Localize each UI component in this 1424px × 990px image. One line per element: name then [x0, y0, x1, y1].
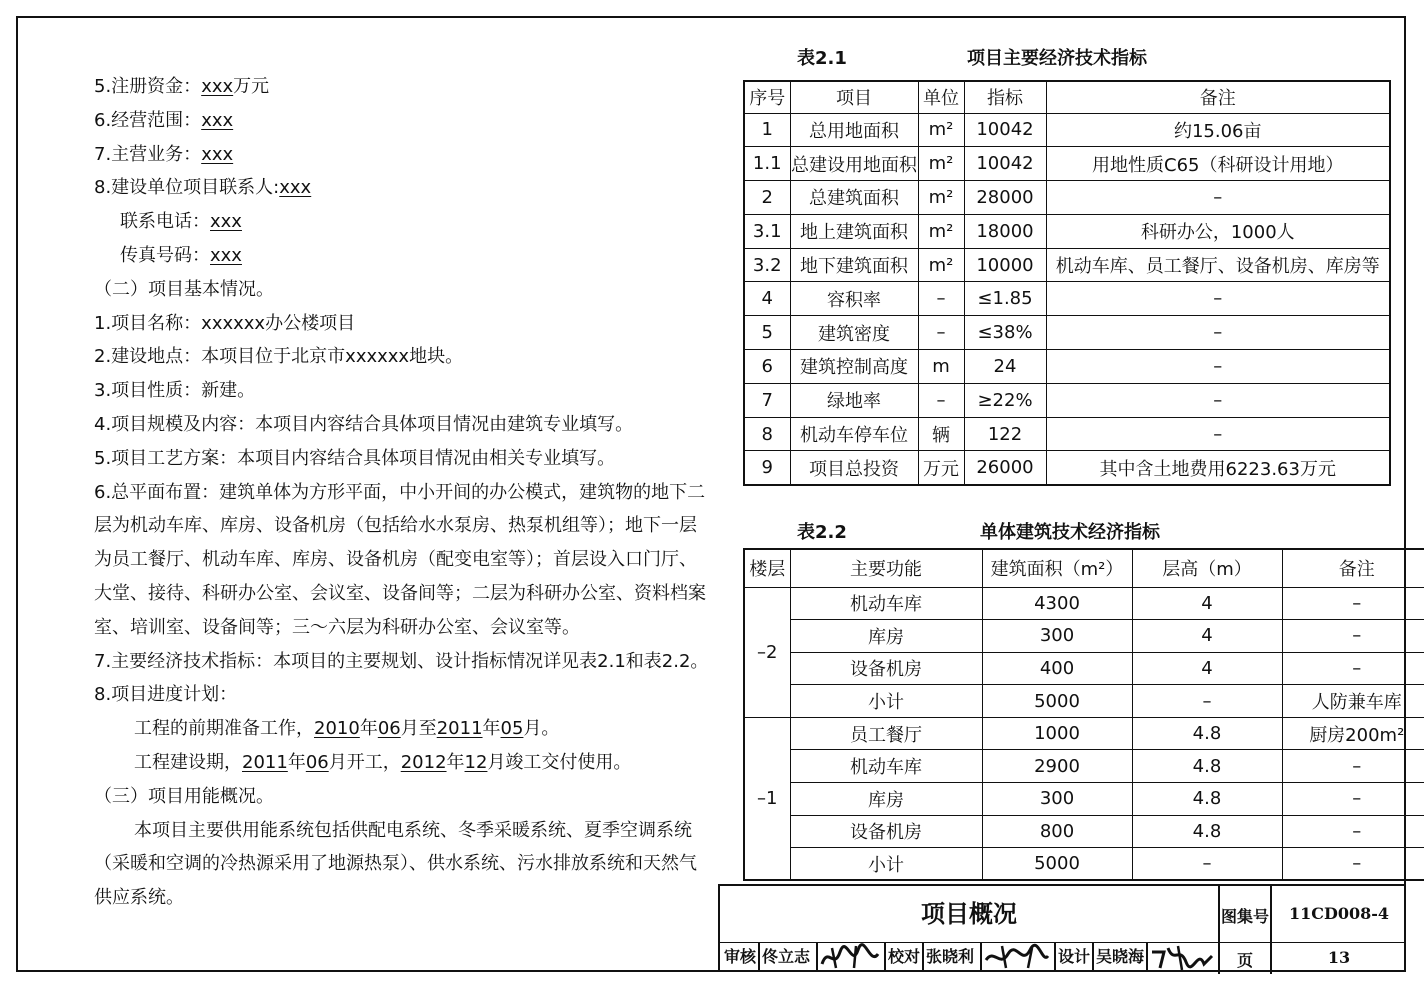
table-row: [744, 383, 1390, 417]
table-cell: m²: [918, 113, 964, 147]
site-plan-line-1: 6.总平面布置：建筑单体为方形平面，中小开间的办公模式，建筑物的地下二: [94, 481, 706, 503]
table-cell: 4: [744, 282, 790, 316]
table-cell: m: [918, 350, 964, 384]
table-cell: 4: [1132, 587, 1282, 620]
table-cell: 机动车库: [790, 587, 982, 620]
table-row: [744, 750, 1424, 783]
table-cell: 用地性质C65（科研设计用地）: [1046, 147, 1390, 181]
table1-label: 表2.1: [797, 48, 847, 69]
table-cell: 300: [982, 783, 1132, 816]
table-cell: 10000: [964, 248, 1046, 282]
table-cell: 1: [744, 113, 790, 147]
drawing-title: 项目概况: [921, 900, 1017, 928]
site-plan-line-4: 大堂、接待、科研办公室、会议室、设备间等；二层为科研办公室、资料档案: [94, 582, 706, 604]
table-row: [744, 214, 1390, 248]
checker-signature: [982, 942, 1052, 972]
col-header: 序号: [744, 81, 790, 113]
approval-row: [720, 942, 1218, 972]
table-cell: 26000: [964, 451, 1046, 485]
table-cell: 容积率: [790, 282, 918, 316]
table-cell: 1.1: [744, 147, 790, 181]
table-cell: 库房: [790, 620, 982, 653]
table-cell: 2: [744, 181, 790, 215]
table-cell: –: [1046, 282, 1390, 316]
title-block: [718, 884, 1406, 972]
table-header-row: [744, 549, 1424, 587]
table-cell: ≤1.85: [964, 282, 1046, 316]
title-block-divider: [1054, 942, 1056, 972]
table-main-indicators: [743, 80, 1391, 486]
check-label: 校对: [888, 947, 921, 966]
table-cell: 约15.06亩: [1046, 113, 1390, 147]
table-row: [744, 815, 1424, 848]
table-building-indicators: [743, 548, 1424, 881]
reviewer-signature: [818, 942, 882, 972]
table-cell: 员工餐厅: [790, 717, 982, 750]
table-cell: 300: [982, 620, 1132, 653]
floor-cell: –1: [744, 717, 790, 880]
table-cell: ≤38%: [964, 316, 1046, 350]
project-description: [94, 70, 709, 915]
table-cell: 设备机房: [790, 652, 982, 685]
design-label: 设计: [1058, 947, 1091, 966]
table-cell: 其中含土地费用6223.63万元: [1046, 451, 1390, 485]
table-row: [744, 783, 1424, 816]
table-cell: 小计: [790, 685, 982, 718]
table-row: [744, 717, 1424, 750]
site-plan-line-2: 层为机动车库、库房、设备机房（包括给水水泵房、热泵机组等）；地下一层: [94, 515, 697, 537]
page-number: 13: [1327, 948, 1351, 967]
col-header: 楼层: [744, 549, 790, 587]
site-plan-line-3: 为员工餐厅、机动车库、库房、设备机房（配变电室等）；首层设入口门厅、: [94, 549, 697, 571]
table-cell: 建筑密度: [790, 316, 918, 350]
table-cell: m²: [918, 248, 964, 282]
designer-signature: [1148, 942, 1216, 972]
table-cell: –: [1046, 417, 1390, 451]
table-row: [744, 316, 1390, 350]
table-cell: –: [1282, 652, 1424, 685]
section-energy-info: （三）项目用能概况。: [94, 785, 274, 807]
main-business-line: 7.主营业务：xxx: [94, 143, 234, 165]
table-cell: 800: [982, 815, 1132, 848]
table-row: [744, 620, 1424, 653]
table-cell: 28000: [964, 181, 1046, 215]
table-cell: 5000: [982, 685, 1132, 718]
table-cell: 万元: [918, 451, 964, 485]
site-plan-line-5: 室、培训室、设备间等；三～六层为科研办公室、会议室等。: [94, 616, 580, 638]
table-cell: 库房: [790, 783, 982, 816]
table-row: [744, 587, 1424, 620]
table-cell: 8: [744, 417, 790, 451]
table-cell: m²: [918, 181, 964, 215]
table-row: [744, 451, 1390, 485]
schedule-build-line: 工程建设期，2011年06月开工，2012年12月竣工交付使用。: [134, 751, 632, 773]
project-location-line: 2.建设地点：本项目位于北京市xxxxxx地块。: [94, 346, 464, 368]
table-cell: –: [1132, 685, 1282, 718]
table-cell: 机动车库、员工餐厅、设备机房、库房等: [1046, 248, 1390, 282]
table-row: [744, 685, 1424, 718]
table-cell: 4.8: [1132, 783, 1282, 816]
table-row: [744, 181, 1390, 215]
title-block-divider: [758, 942, 760, 972]
fax-line: 传真号码：xxx: [120, 244, 242, 266]
table-cell: 5000: [982, 848, 1132, 881]
registered-capital-line: 5.注册资金：xxx万元: [94, 76, 270, 97]
table1-title: 项目主要经济技术指标: [967, 48, 1147, 69]
table2-title: 单体建筑技术经济指标: [980, 522, 1160, 543]
energy-line-3: 供应系统。: [94, 887, 184, 909]
checker-name: 张晓利: [926, 947, 975, 966]
energy-line-2: （采暖和空调的冷热源采用了地源热泵）、供水系统、污水排放系统和天然气: [94, 853, 697, 875]
table-cell: –: [1046, 383, 1390, 417]
table-cell: –: [1046, 316, 1390, 350]
table-cell: 9: [744, 451, 790, 485]
table-cell: 400: [982, 652, 1132, 685]
col-header: 指标: [964, 81, 1046, 113]
title-block-divider: [884, 942, 886, 972]
table-cell: 绿地率: [790, 383, 918, 417]
title-block-divider: [922, 942, 924, 972]
table-cell: 设备机房: [790, 815, 982, 848]
reviewer-name: 佟立志: [762, 947, 811, 966]
table-cell: –: [1282, 783, 1424, 816]
business-scope-line: 6.经营范围：xxx: [94, 109, 234, 131]
col-header: 项目: [790, 81, 918, 113]
table-cell: ≥22%: [964, 383, 1046, 417]
indicators-line: 7.主要经济技术指标：本项目的主要规划、设计指标情况详见表2.1和表2.2。: [94, 650, 709, 672]
energy-line-1: 本项目主要供用能系统包括供配电系统、冬季采暖系统、夏季空调系统: [134, 819, 692, 841]
table-cell: –: [1046, 181, 1390, 215]
table-cell: –: [1282, 620, 1424, 653]
table-cell: –: [1282, 848, 1424, 881]
table-cell: –: [1282, 587, 1424, 620]
table-cell: 4: [1132, 652, 1282, 685]
table-cell: 3.2: [744, 248, 790, 282]
review-label: 审核: [724, 947, 757, 966]
col-header: 单位: [918, 81, 964, 113]
table-cell: 4.8: [1132, 815, 1282, 848]
table-row: [744, 113, 1390, 147]
col-header: 备注: [1046, 81, 1390, 113]
table-cell: 1000: [982, 717, 1132, 750]
col-header: 层高（m）: [1132, 549, 1282, 587]
table-cell: 3.1: [744, 214, 790, 248]
table-cell: 机动车停车位: [790, 417, 918, 451]
table-row: [744, 652, 1424, 685]
table-cell: 4: [1132, 620, 1282, 653]
table-cell: 5: [744, 316, 790, 350]
table-cell: 建筑控制高度: [790, 350, 918, 384]
table-cell: 10042: [964, 113, 1046, 147]
table-row: [744, 417, 1390, 451]
col-header: 建筑面积（m²）: [982, 549, 1132, 587]
schedule-heading: 8.项目进度计划：: [94, 684, 238, 706]
section-basic-info: （二）项目基本情况。: [94, 278, 274, 300]
table-cell: 总建筑面积: [790, 181, 918, 215]
title-block-divider: [1092, 942, 1094, 972]
table-cell: 厨房200m²: [1282, 717, 1424, 750]
table-cell: 122: [964, 417, 1046, 451]
table-cell: 辆: [918, 417, 964, 451]
process-plan-line: 5.项目工艺方案：本项目内容结合具体项目情况由相关专业填写。: [94, 447, 616, 469]
table-cell: 总建设用地面积: [790, 147, 918, 181]
table-cell: 7: [744, 383, 790, 417]
table-cell: m²: [918, 147, 964, 181]
table-cell: 18000: [964, 214, 1046, 248]
table-row: [744, 147, 1390, 181]
table-row: [744, 350, 1390, 384]
page-label: 页: [1236, 951, 1253, 970]
table-cell: 地上建筑面积: [790, 214, 918, 248]
contact-person-line: 8.建设单位项目联系人:xxx: [94, 177, 312, 199]
atlas-number-label: 图集号: [1220, 907, 1269, 926]
table-header-row: [744, 81, 1390, 113]
table-cell: m²: [918, 214, 964, 248]
table-cell: 24: [964, 350, 1046, 384]
table-row: [744, 282, 1390, 316]
table-cell: 总用地面积: [790, 113, 918, 147]
designer-name: 吴晓海: [1096, 947, 1145, 966]
table-row: [744, 248, 1390, 282]
table-cell: 10042: [964, 147, 1046, 181]
col-header: 备注: [1282, 549, 1424, 587]
table-cell: –: [1282, 750, 1424, 783]
table-cell: 机动车库: [790, 750, 982, 783]
table-cell: 人防兼车库: [1282, 685, 1424, 718]
project-scale-line: 4.项目规模及内容：本项目内容结合具体项目情况由建筑专业填写。: [94, 413, 634, 435]
table-cell: –: [1046, 350, 1390, 384]
table-cell: –: [1282, 815, 1424, 848]
table-cell: –: [918, 383, 964, 417]
phone-line: 联系电话：xxx: [120, 211, 242, 233]
project-nature-line: 3.项目性质：新建。: [94, 380, 256, 402]
table-cell: 项目总投资: [790, 451, 918, 485]
table-cell: 2900: [982, 750, 1132, 783]
floor-cell: –2: [744, 587, 790, 717]
table-cell: –: [918, 316, 964, 350]
table-cell: 4.8: [1132, 717, 1282, 750]
table-cell: –: [918, 282, 964, 316]
schedule-prep-line: 工程的前期准备工作，2010年06月至2011年05月。: [134, 718, 560, 740]
project-name-line: 1.项目名称：xxxxxx办公楼项目: [94, 312, 356, 334]
col-header: 主要功能: [790, 549, 982, 587]
table-cell: 科研办公，1000人: [1046, 214, 1390, 248]
table-cell: 小计: [790, 848, 982, 881]
table2-label: 表2.2: [797, 522, 847, 543]
table-cell: 4300: [982, 587, 1132, 620]
table-cell: –: [1132, 848, 1282, 881]
table-cell: 6: [744, 350, 790, 384]
table-cell: 4.8: [1132, 750, 1282, 783]
table-row: [744, 848, 1424, 881]
table-cell: 地下建筑面积: [790, 248, 918, 282]
atlas-number: 11CD008-4: [1288, 904, 1390, 923]
